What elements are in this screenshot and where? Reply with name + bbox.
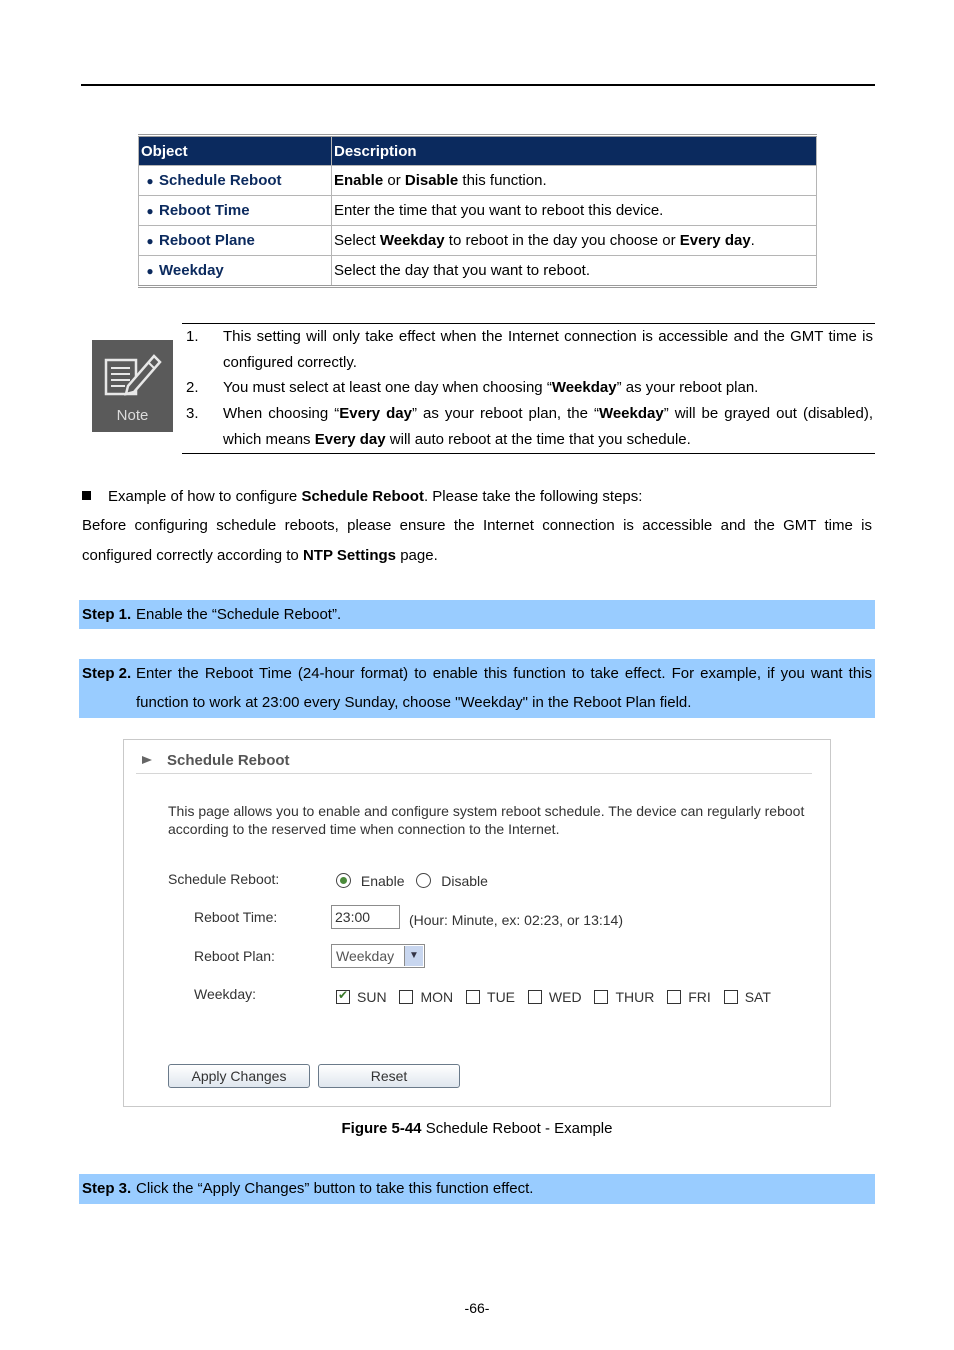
reboot-plan-value: Weekday (336, 948, 395, 964)
chevron-down-icon[interactable]: ▼ (404, 946, 423, 966)
reboot-time-label: Reboot Time: (194, 909, 278, 925)
day-checkbox-thur[interactable] (594, 990, 608, 1004)
table-row (139, 166, 817, 196)
object-name: Reboot Plane (159, 232, 255, 249)
weekday-checkboxes: ✔ SUN MON TUE WED THUR FRI SAT (336, 989, 780, 1005)
intro-paragraph: Before configuring schedule reboots, please ensure the Internet connection is accessible and the GMT time is configured correctly according to NTP Settings page. (82, 517, 872, 564)
schedule-reboot-figure (123, 739, 831, 1107)
object-name: Reboot Time (159, 202, 250, 219)
reboot-time-input[interactable]: 23:00 (331, 905, 400, 929)
apply-changes-button[interactable]: Apply Changes (168, 1064, 310, 1088)
bullet-icon: ● (146, 204, 154, 218)
object-description: Enter the time that you want to reboot this device. (332, 196, 817, 226)
reboot-plan-select[interactable] (331, 944, 425, 968)
day-checkbox-wed[interactable] (528, 990, 542, 1004)
table-header-description: Description (332, 136, 817, 166)
bullet-icon: ● (146, 234, 154, 248)
step-1: Step 1. Enable the “Schedule Reboot”. (79, 600, 875, 629)
example-bullet: Example of how to configure Schedule Reboot. Please take the following steps: (82, 486, 882, 508)
bullet-icon: ● (146, 264, 154, 278)
day-checkbox-sun[interactable] (336, 990, 350, 1004)
note-icon (92, 340, 173, 432)
table-row (139, 196, 817, 226)
weekday-label: Weekday: (194, 986, 256, 1002)
page-number: -66- (464, 1300, 490, 1316)
day-checkbox-tue[interactable] (466, 990, 480, 1004)
object-description: Enable or Disable this function. (332, 166, 817, 196)
disable-label: Disable (441, 873, 488, 889)
enable-radio[interactable] (336, 873, 351, 888)
note-icon-label: Note (116, 407, 149, 424)
note-item: 2. You must select at least one day when choosing “Weekday” as your reboot plan. (186, 379, 759, 397)
note-item: 1. This setting will only take effect when the Internet connection is accessible and the GMT time is configured correctly. (186, 328, 873, 371)
bullet-icon: ● (146, 174, 154, 188)
day-checkbox-fri[interactable] (667, 990, 681, 1004)
object-name: Weekday (159, 262, 224, 279)
object-description: Select the day that you want to reboot. (332, 256, 817, 287)
step-3: Step 3. Click the “Apply Changes” button to take this function effect. (79, 1174, 875, 1204)
notepad-pencil-icon (92, 340, 173, 410)
note-item: 3. When choosing “Every day” as your reboot plan, the “Weekday” will be grayed out (disabled), which means Every day will auto reboot at the time that you schedule. (186, 405, 874, 448)
figure-description: This page allows you to enable and configure system reboot schedule. The device can regularly reboot according to the reserved time when connection to the Internet. (168, 803, 805, 837)
object-description-table (138, 134, 817, 288)
square-bullet-icon (82, 491, 91, 500)
arrow-right-icon (142, 756, 152, 764)
figure-title: Schedule Reboot (142, 752, 290, 769)
day-checkbox-sat[interactable] (724, 990, 738, 1004)
header-rule (81, 84, 875, 86)
reboot-time-hint: (Hour: Minute, ex: 02:23, or 13:14) (409, 912, 623, 928)
schedule-reboot-label: Schedule Reboot: (168, 871, 280, 887)
reboot-plan-label: Reboot Plan: (194, 948, 275, 964)
day-checkbox-mon[interactable] (399, 990, 413, 1004)
object-name: Schedule Reboot (159, 172, 282, 189)
step-2: Step 2. Enter the Reboot Time (24-hour format) to enable this function to take effect. For example, if you want this function to work at 23:00 every Sunday, choose "Weekday" in the Reboot Plan field. (79, 659, 875, 718)
figure-divider (136, 773, 812, 774)
enable-label: Enable (360, 873, 405, 889)
table-header-object: Object (139, 136, 332, 166)
table-row (139, 226, 817, 256)
object-description: Select Weekday to reboot in the day you choose or Every day. (332, 226, 817, 256)
table-row (139, 256, 817, 287)
figure-caption: Figure 5-44 Schedule Reboot - Example (341, 1120, 613, 1137)
reset-button[interactable]: Reset (318, 1064, 460, 1088)
table-header-row (139, 136, 817, 166)
disable-radio[interactable] (416, 873, 431, 888)
schedule-radio-group (336, 873, 488, 889)
note-box (182, 323, 875, 454)
